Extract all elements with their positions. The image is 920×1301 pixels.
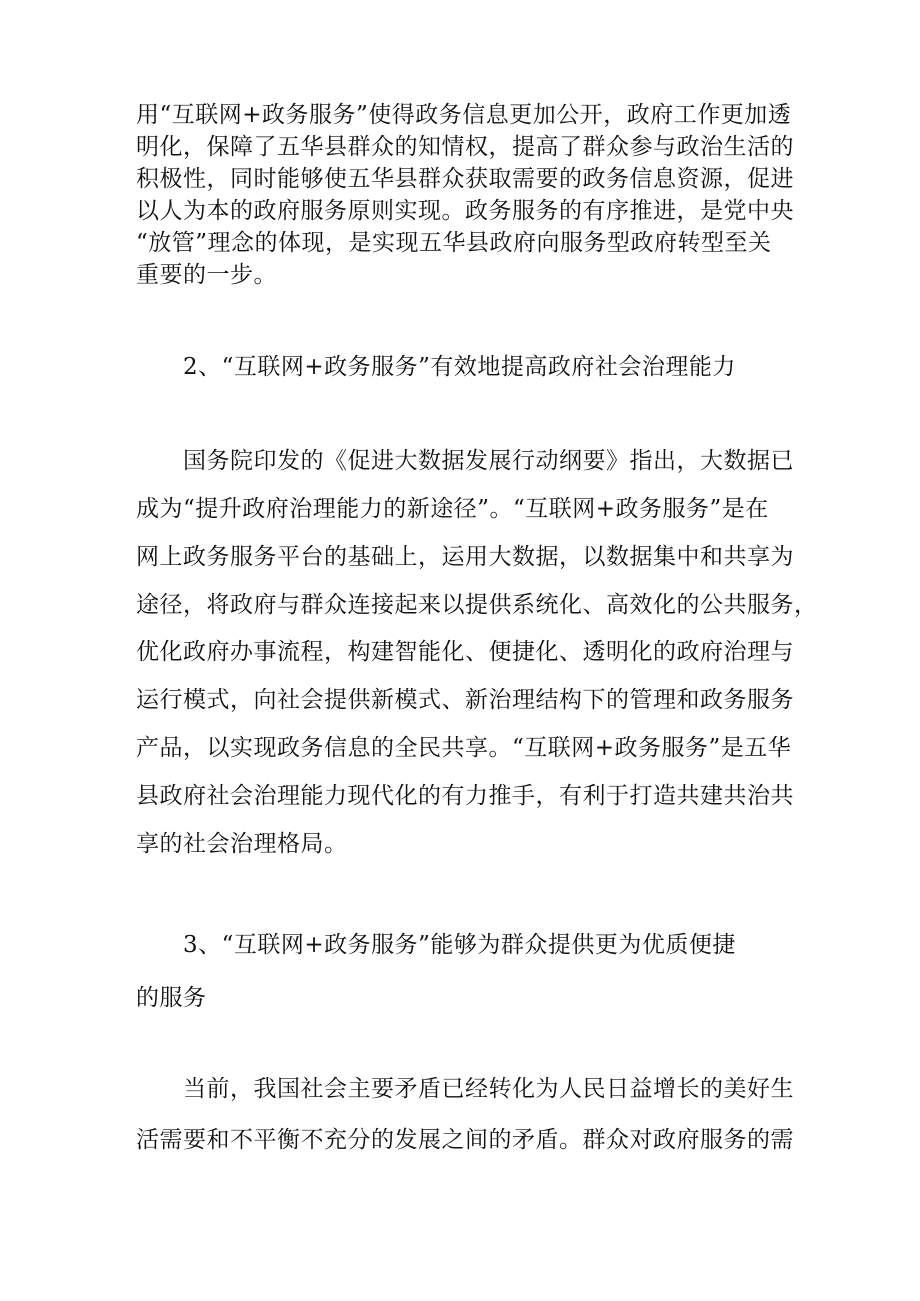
paragraph-2-line: 县政府社会治理能力现代化的有力推手，有利于打造共建共治共 [136, 783, 794, 809]
paragraph-2-line: 网上政务服务平台的基础上，运用大数据，以数据集中和共享为 [136, 544, 794, 570]
section-heading-3-line: 3、“互联网+政务服务”能够为群众提供更为优质便捷 [183, 932, 736, 958]
paragraph-1-line: 重要的一步。 [136, 262, 277, 288]
paragraph-2-line: 成为“提升政府治理能力的新途径”。“互联网+政务服务”是在 [136, 496, 769, 522]
paragraph-2-line: 运行模式，向社会提供新模式、新治理结构下的管理和政务服务 [136, 687, 794, 713]
paragraph-3-line: 活需要和不平衡不充分的发展之间的矛盾。群众对政府服务的需 [136, 1127, 794, 1153]
section-heading-3-line: 的服务 [136, 985, 207, 1011]
paragraph-1-line: 用“互联网+政务服务”使得政务信息更加公开，政府工作更加透 [136, 102, 792, 128]
paragraph-1-line: “放管”理念的体现，是实现五华县政府向服务型政府转型至关 [136, 230, 772, 256]
paragraph-2-line: 产品，以实现政务信息的全民共享。“互联网+政务服务”是五华 [136, 735, 792, 761]
paragraph-3-line: 当前，我国社会主要矛盾已经转化为人民日益增长的美好生 [183, 1076, 794, 1102]
paragraph-1-line: 明化，保障了五华县群众的知情权，提高了群众参与政治生活的 [136, 134, 794, 160]
paragraph-1-line: 积极性，同时能够使五华县群众获取需要的政务信息资源，促进 [136, 166, 794, 192]
paragraph-2-line: 途径，将政府与群众连接起来以提供系统化、高效化的公共服务， [136, 592, 818, 618]
paragraph-2-line: 享的社会治理格局。 [136, 831, 348, 857]
paragraph-2-line: 优化政府办事流程，构建智能化、便捷化、透明化的政府治理与 [136, 639, 794, 665]
section-heading-2: 2、“互联网+政务服务”有效地提高政府社会治理能力 [183, 354, 736, 380]
paragraph-2-line: 国务院印发的《促进大数据发展行动纲要》指出，大数据已 [183, 448, 794, 474]
paragraph-1-line: 以人为本的政府服务原则实现。政务服务的有序推进，是党中央 [136, 198, 794, 224]
